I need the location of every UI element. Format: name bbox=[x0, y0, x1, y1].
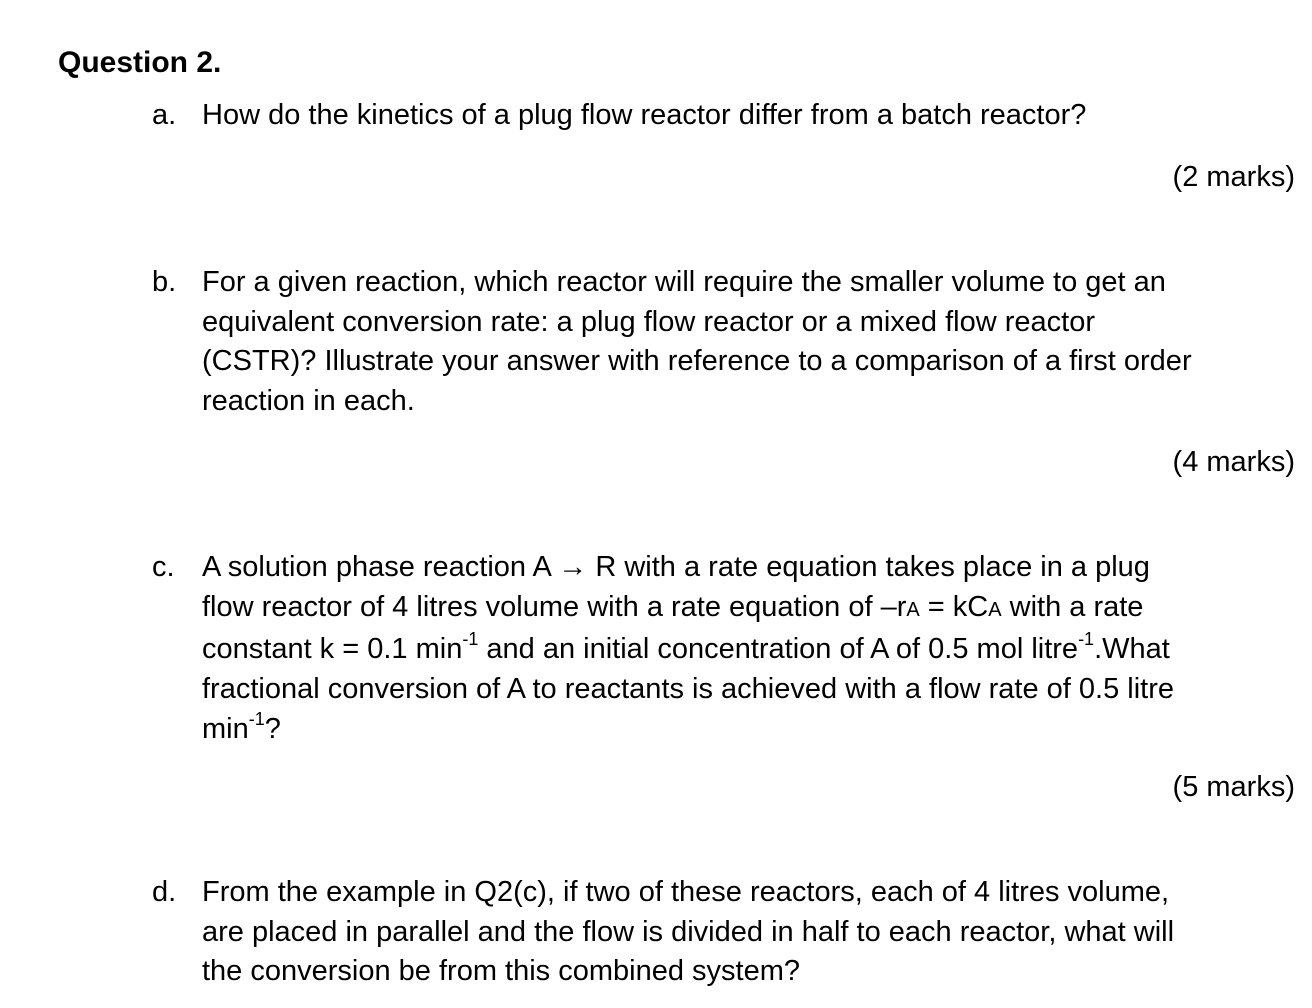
superscript: -1 bbox=[248, 708, 265, 729]
part-c-text bbox=[202, 548, 1302, 750]
part-b-marks: (4 marks) bbox=[1172, 446, 1295, 478]
part-d bbox=[152, 873, 1302, 992]
part-a-line: How do the kinetics of a plug flow reactor differ from a batch reactor? bbox=[202, 99, 1087, 131]
part-a-text bbox=[202, 96, 1302, 136]
text-segment: flow reactor of 4 litres volume with a rate equation of –r bbox=[202, 590, 907, 623]
superscript: -1 bbox=[462, 629, 479, 650]
part-d-line: are placed in parallel and the flow is divided in half to each reactor, what will bbox=[202, 915, 1175, 948]
text-segment: with a rate bbox=[1001, 590, 1144, 623]
part-a bbox=[152, 96, 1302, 136]
part-b-line: For a given reaction, which reactor will require the smaller volume to get an bbox=[202, 266, 1166, 298]
part-b-line: (CSTR)? Illustrate your answer with reference to a comparison of a first order bbox=[202, 345, 1192, 378]
text-segment: min bbox=[202, 712, 249, 745]
part-c-line: fractional conversion of A to reactants is achieved with a flow rate of 0.5 litre bbox=[202, 673, 1175, 706]
part-b-text bbox=[202, 263, 1302, 422]
text-segment: ? bbox=[264, 712, 281, 745]
part-a-letter: a. bbox=[152, 99, 177, 131]
subscript: A bbox=[988, 598, 1002, 621]
part-b-letter: b. bbox=[152, 266, 177, 298]
part-d-line: the conversion be from this combined system? bbox=[202, 955, 800, 988]
text-segment: = kC bbox=[919, 590, 989, 623]
part-a-marks: (2 marks) bbox=[1172, 161, 1295, 193]
part-c-marks: (5 marks) bbox=[1172, 771, 1295, 803]
part-b bbox=[152, 263, 1302, 422]
part-c-line bbox=[202, 588, 1302, 631]
part-d-letter: d. bbox=[152, 876, 177, 908]
part-c-line bbox=[202, 710, 1302, 750]
subscript: A bbox=[906, 598, 920, 621]
part-b-line: equivalent conversion rate: a plug flow reactor or a mixed flow reactor bbox=[202, 305, 1095, 338]
part-b-line: reaction in each. bbox=[202, 385, 415, 418]
part-c-letter: c. bbox=[152, 551, 175, 583]
part-d-line: From the example in Q2(c), if two of these reactors, each of 4 litres volume, bbox=[202, 876, 1170, 908]
text-segment: .What bbox=[1094, 633, 1170, 666]
superscript: -1 bbox=[1078, 629, 1095, 650]
text-segment: constant k = 0.1 min bbox=[202, 633, 463, 666]
part-c-line bbox=[202, 630, 1302, 670]
part-d-text bbox=[202, 873, 1302, 992]
text-segment: and an initial concentration of A of 0.5 mol litre bbox=[478, 633, 1079, 666]
part-c bbox=[152, 548, 1302, 750]
part-c-line: A solution phase reaction A → R with a rate equation takes place in a plug bbox=[202, 551, 1150, 583]
question-title: Question 2. bbox=[58, 46, 222, 79]
